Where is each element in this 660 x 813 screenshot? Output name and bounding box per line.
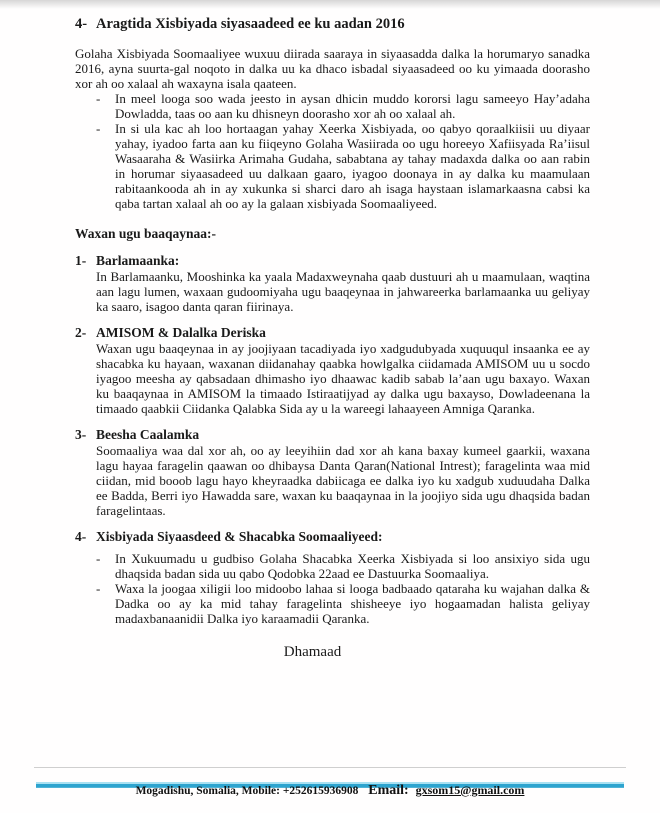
intro-bullet-1 <box>96 91 590 121</box>
section-barlamaanka-body: In Barlamaanku, Mooshinka ka yaala Madaxweynaha qaab dustuuri ah u maamulaan, waqtina aan lagu lumen, waxaan gudoomiyaha ugu baaqeynaa in jahwareerka barlamaanka uu geliyay ka saaro, isagoo danta qaran fiirinaya. <box>96 269 590 314</box>
bullet-dash-icon: - <box>96 91 101 106</box>
section-barlamaanka <box>75 253 590 314</box>
section-number: 2- <box>75 325 87 340</box>
section-heading-title: Aragtida Xisbiyada siyasaadeed ee ku aadan 2016 <box>96 16 405 32</box>
section-title: Beesha Caalamka <box>96 427 200 442</box>
section-beesha-heading <box>75 427 590 443</box>
section-xisbiyada-bullets <box>75 551 590 626</box>
section-amisom-body: Waxan ugu baaqeynaa in ay joojiyaan tacadiyada iyo xadgudubyada xuquuqul insaanka ee ay shacabka ku hayaan, waxanan diidanahay qaabka howlgalka ciidamada AMISOM uu u socdo iyagoo meesha ay qabsadaan dhimasho iyo dhaawac kadib sabab la’aan ugu baxayo. Waxan ku baaqaynaa in AMISOM la timaado Istiraatijyad ay dalka ugu baxayso, Dowladeenana la timaado qaabkii Ciidanka Qalabka Sida ay u la wareegi lahaayeen Amniga Qaranka. <box>96 341 590 416</box>
section4-bullet-2 <box>96 581 590 626</box>
section-title: Xisbiyada Siyaasdeed & Shacabka Soomaaliyeed: <box>96 529 383 544</box>
bullet-dash-icon: - <box>96 581 101 596</box>
footer-email-label: Email: <box>368 782 409 798</box>
section-title: AMISOM & Dalalka Deriska <box>96 325 266 340</box>
section-barlamaanka-heading <box>75 253 590 269</box>
section-xisbiyada-heading <box>75 529 590 545</box>
section-heading-number: 4- <box>75 16 88 32</box>
intro-bullet-2 <box>96 121 590 211</box>
section-number: 4- <box>75 529 87 544</box>
footer-hairline-divider <box>34 767 626 768</box>
bullet-dash-icon: - <box>96 121 101 136</box>
section4-bullet-1-text: In Xukuumadu u gudbiso Golaha Shacabka Xeerka Xisbiyada si loo ansixiyo sida ugu dhaqsida badan sida uu qabo Qodobka 22aad ee Dastuurka Soomaaliya. <box>115 551 590 581</box>
call-to-action-heading: Waxan ugu baaqaynaa:- <box>75 226 217 241</box>
section-amisom-heading <box>75 325 590 341</box>
section-beesha-body: Soomaaliya waa dal xor ah, oo ay leeyihiin dad xor ah kana baxay kumeel gaarkii, waxana lagu hayaa faragelin qaawan oo dhibaysa Danta Qaran(National Intrest); faragelinta waa mid ciidan, mid booob lagu hayo kheyraadka dabiicaga ee dalka iyo ku xadgub xuduudaha Dalka ee Badda, Berri iyo Hawadda sare, waxan ku baaqaynaa in la joojiyo sida ugu dhaqsida badan faragelintaas. <box>96 443 590 518</box>
section-xisbiyada-shacabka <box>75 529 590 626</box>
intro-paragraph: Golaha Xisbiyada Soomaaliyee wuxuu diirada saaraya in siyaasadda dalka la horumaryo sanadka 2016, ayna suurta-gal noqoto in dalka uu ka dhaco isbadal siyaasadeed oo ku yimaada doorasho xor ah oo xalaal ah waxayna isala qaateen. <box>75 46 590 91</box>
footer-email-link[interactable]: gxsom15@gmail.com <box>415 782 525 797</box>
section-number: 1- <box>75 253 87 268</box>
section4-bullet-2-text: Waxa la joogaa xiligii loo midoobo lahaa si looga badbaado qataraha ku wajahan dalka & Dadka oo ay ka mid tahay faragelinta shisheeye iyo hogaamadan halista geliyay madaxbanaanidii Dalka iyo karaamadii Qaranka. <box>115 581 590 626</box>
section-beesha-caalamka <box>75 427 590 518</box>
section-heading <box>75 16 590 33</box>
section-amisom-dalalka-deriska <box>75 325 590 416</box>
footer-contact-line <box>0 783 660 799</box>
section-number: 3- <box>75 427 87 442</box>
intro-bullet-1-text: In meel looga soo wada jeesto in aysan dhicin muddo kororsi lagu sameeyo Hay’adaha Dowladda, taas oo aan ku dhisneyn doorasho xor ah oo xalaal ah. <box>115 91 590 121</box>
closing-text: Dhamaad <box>283 644 342 660</box>
bullet-dash-icon: - <box>96 551 101 566</box>
footer-location-mobile: Mogadishu, Somalia, Mobile: +252615936908 <box>135 784 359 797</box>
section4-bullet-1 <box>96 551 590 581</box>
intro-bullet-2-text: In si ula kac ah loo hortaagan yahay Xeerka Xisbiyada, oo qabyo qoraalkiisii uu diyaar yahay, iyadoo farta aan ku fiiqeyno Golaha Wasiirada oo ugu horeeyo Xafiisyada Ra’iisul Wasaaraha & Wasiirka Arimaha Gudaha, sababtana ay tahay madaxda dalka oo aan rabin in horumar siyaasadeed uu dalkaan gaaro, iyagoo doonaya in ay dalka ku maamulaan rabitaankooda ah in ay xukunka si sharci daro ah isaga haystaan islamarkaasna cabsi ka qaba tartan xalaal ah oo ay la galaan xisbiyada Soomaaliyeed. <box>115 121 590 211</box>
section-title: Barlamaanka: <box>96 253 180 268</box>
